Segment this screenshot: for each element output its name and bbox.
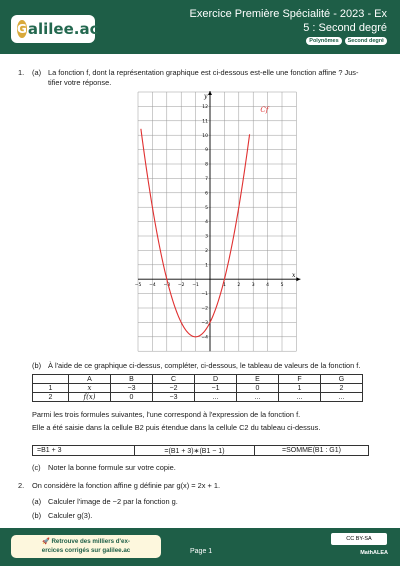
curve-label: Cf <box>260 106 269 115</box>
values-table <box>32 374 363 402</box>
q1b-text: À l'aide de ce graphique ci-dessus, compléter, ci-dessous, le tableau de valeurs de la fonction f. <box>48 361 361 370</box>
x-tick-label: 1 <box>222 283 226 289</box>
y-tick-label: 2 <box>205 249 208 254</box>
y-axis-label: y <box>204 93 208 100</box>
table-cell: ... <box>237 393 279 402</box>
q1-number: 1. <box>18 68 25 77</box>
table-cell: 1 <box>279 384 321 393</box>
table-cell: 0 <box>111 393 153 402</box>
table-cell: E <box>237 375 279 384</box>
table-cell: x <box>69 384 111 393</box>
y-tick-label: 5 <box>205 205 208 211</box>
y-axis-arrow <box>208 91 212 95</box>
x-axis-arrow <box>296 277 300 281</box>
table-cell: −3 <box>111 384 153 393</box>
formula-cell: =(B1 + 3)∗(B1 − 1) <box>135 446 255 456</box>
formula-cell: =B1 + 3 <box>33 446 135 456</box>
table-cell: ... <box>321 393 363 402</box>
y-tick-label: 6 <box>205 191 208 197</box>
promo-line1: 🚀 Retrouve des milliers d'ex- <box>42 538 130 545</box>
x-tick-label: −2 <box>177 283 185 289</box>
exercise-title-line2: 5 : Second degré <box>303 22 387 34</box>
table-cell: A <box>69 375 111 384</box>
formulas-table <box>32 445 369 456</box>
table-cell: −1 <box>195 384 237 393</box>
y-tick-label: 10 <box>202 133 208 139</box>
x-tick-label: −3 <box>163 283 171 289</box>
exercise-title-line1: Exercice Première Spécialité - 2023 - Ex <box>189 8 387 20</box>
table-row <box>33 446 369 456</box>
y-tick-label: −2 <box>201 306 208 312</box>
y-tick-label: 7 <box>205 177 208 182</box>
page-number: Page 1 <box>190 548 213 555</box>
q2a-text: Calculer l'image de −2 par la fonction g. <box>48 497 178 506</box>
table-cell: G <box>321 375 363 384</box>
q1a-line2: tifier votre réponse. <box>48 78 112 87</box>
y-tick-label: 11 <box>202 119 208 125</box>
formula-cell: =SOMME(B1 : G1) <box>255 446 369 456</box>
table-cell: 1 <box>33 384 69 393</box>
logo-g-icon: G <box>17 22 27 36</box>
y-tick-label: −4 <box>201 335 208 341</box>
table-cell: −3 <box>153 393 195 402</box>
q1c-label: (c) <box>32 463 41 472</box>
tag-second-degre: Second degré <box>345 37 387 45</box>
x-axis-label: x <box>292 272 296 280</box>
q1c-text: Noter la bonne formule sur votre copie. <box>48 463 176 472</box>
table-cell: ... <box>279 393 321 402</box>
y-tick-label: 4 <box>205 220 208 226</box>
table-row <box>33 393 363 402</box>
table-cell <box>33 375 69 384</box>
table-cell: −2 <box>153 384 195 393</box>
promo-line2: ercices corrigés sur galilee.ac <box>41 547 131 554</box>
y-tick-label: 12 <box>202 105 208 110</box>
x-tick-label: 2 <box>237 283 241 289</box>
x-tick-label: 4 <box>266 283 270 289</box>
table-cell: F <box>279 375 321 384</box>
tag-polynomes: Polynômes <box>306 37 341 45</box>
table-cell: B <box>111 375 153 384</box>
q1b-para2: Elle a été saisie dans la cellule B2 puis étendue dans la cellule C2 du tableau ci-dessus. <box>32 423 321 432</box>
table-cell: 2 <box>321 384 363 393</box>
table-cell: D <box>195 375 237 384</box>
table-cell: 2 <box>33 393 69 402</box>
table-cell: C <box>153 375 195 384</box>
y-tick-label: 3 <box>205 234 208 240</box>
y-tick-label: −1 <box>201 292 208 298</box>
x-tick-label: −4 <box>149 283 156 289</box>
x-tick-label: 5 <box>280 283 284 289</box>
series-line <box>141 129 250 337</box>
table-cell: ... <box>195 393 237 402</box>
q1b-para1: Parmi les trois formules suivantes, l'une correspond à l'expression de la fonction f. <box>32 410 301 419</box>
function-graph <box>136 90 296 352</box>
q2-text: On considère la fonction affine g définie par g(x) = 2x + 1. <box>32 481 221 490</box>
y-tick-label: −3 <box>201 321 208 326</box>
table-cell: 0 <box>237 384 279 393</box>
table-cell: f(x) <box>69 393 111 402</box>
tag-list <box>306 37 387 45</box>
y-tick-label: 9 <box>205 148 208 154</box>
table-header-row <box>33 375 363 384</box>
q1b-label: (b) <box>32 361 42 370</box>
y-tick-label: 8 <box>205 162 208 168</box>
x-tick-label: −5 <box>134 283 142 289</box>
x-tick-label: 3 <box>251 283 255 289</box>
q2b-text: Calculer g(3). <box>48 511 93 520</box>
y-tick-label: 1 <box>205 263 208 269</box>
q2a-label: (a) <box>32 497 42 506</box>
q2-number: 2. <box>18 481 25 490</box>
galilee-logo <box>11 15 99 43</box>
x-tick-label: −1 <box>192 283 199 289</box>
license-badge: CC BY-SA <box>331 533 387 545</box>
q1a-label: (a) <box>32 68 42 77</box>
q1a-line1: La fonction f, dont la représentation graphique est ci-dessous est-elle une fonction affine ? Jus- <box>48 68 359 77</box>
logo-text: alilee.ac <box>27 20 99 38</box>
promo-banner[interactable] <box>11 535 161 558</box>
mathalea-brand: MathALEA <box>360 550 388 556</box>
table-row <box>33 384 363 393</box>
q2b-label: (b) <box>32 511 42 520</box>
